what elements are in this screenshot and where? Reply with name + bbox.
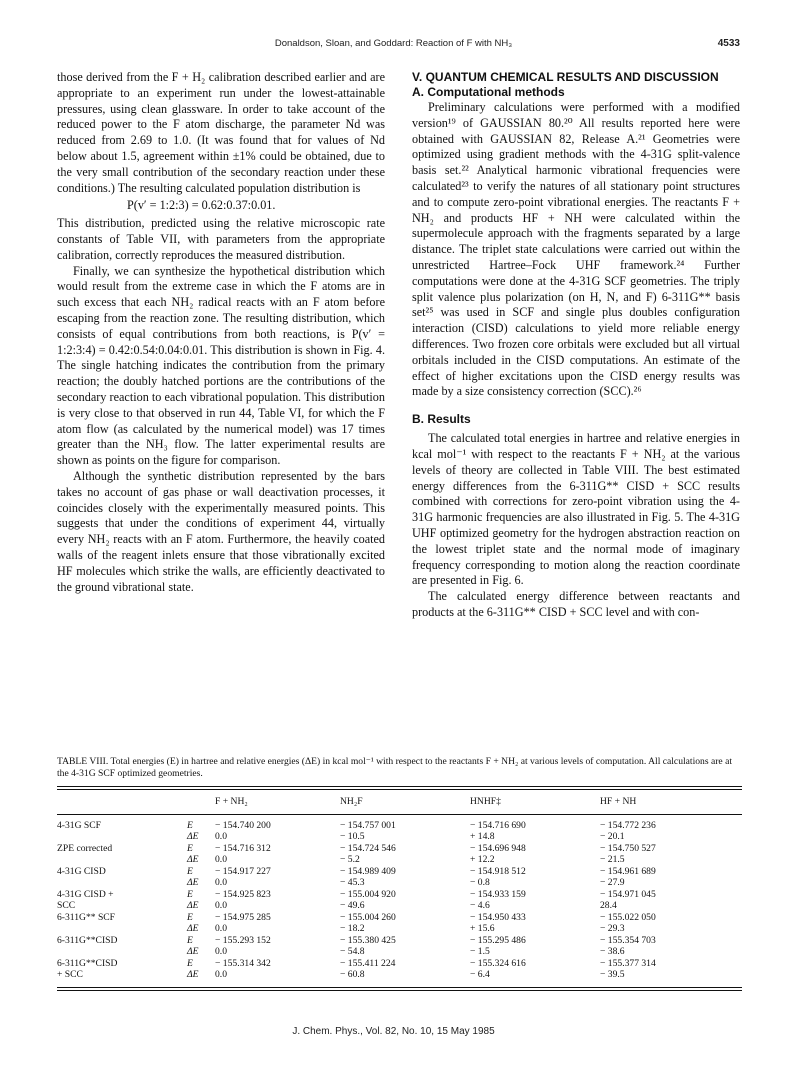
table-cell: 4-31G CISD + bbox=[57, 888, 114, 900]
table-cell: − 29.3 bbox=[600, 923, 625, 934]
table-row bbox=[57, 912, 742, 924]
table-cell: − 54.8 bbox=[340, 946, 365, 957]
table-row bbox=[57, 900, 742, 912]
table-cell bbox=[57, 877, 187, 889]
table-cell: ΔE bbox=[187, 946, 199, 957]
table-cell: 28.4 bbox=[600, 900, 617, 911]
table-cell: E bbox=[187, 865, 193, 877]
table-cell: E bbox=[187, 911, 193, 923]
table-header-rule bbox=[57, 814, 742, 815]
running-title: Donaldson, Sloan, and Goddard: Reaction of F with NH₃ bbox=[274, 38, 513, 49]
table-cell: 0.0 bbox=[215, 946, 227, 957]
table-cell: + 12.2 bbox=[470, 854, 495, 865]
table-viii bbox=[57, 786, 742, 991]
table-cell: 0.0 bbox=[215, 831, 227, 842]
left-paragraph-3: Finally, we can synthesize the hypothetical distribution which would result from the extreme case in which the F atoms are in such excess that each NH₂ radical reacts with an F atom before escaping from the reaction zone. The resulting distribution, which consists of equal contributions from both reactions, is P(v′ = 1:2:3:4) = 0.42:0.54:0.04:0.01. This distribution is shown in Fig. 4. The single hatching indicates the contribution from the primary reaction; the doubly hatched portions are the contributions of the secondary reaction to each vibrational population. This distribution is very close to that observed in run 44, Table VI, for which the F atom flow (as calculated by the numerical model) was 17 times greater than the NH₃ flow. The latter experimental results are shown as points on the figure for comparison. bbox=[57, 263, 385, 468]
table-bottom-rule bbox=[57, 987, 742, 991]
table-cell: E bbox=[187, 934, 193, 946]
table-cell: 6-311G**CISD bbox=[57, 957, 118, 969]
table-cell: 6-311G**CISD bbox=[57, 934, 118, 946]
column-header: NH₂F bbox=[340, 796, 363, 807]
table-cell: 0.0 bbox=[215, 923, 227, 934]
table-cell: − 154.918 512 bbox=[470, 865, 526, 877]
table-cell: − 154.917 227 bbox=[215, 865, 271, 877]
subsection-computational-methods: A. Computational methods bbox=[412, 85, 565, 99]
table-cell: − 10.5 bbox=[340, 831, 365, 842]
table-cell bbox=[57, 946, 187, 958]
table-cell: ΔE bbox=[187, 969, 199, 980]
table-cell bbox=[57, 923, 187, 935]
column-header: F + NH₂ bbox=[215, 796, 248, 807]
page-footer: J. Chem. Phys., Vol. 82, No. 10, 15 May 1985 bbox=[292, 1026, 495, 1037]
table-row bbox=[57, 854, 742, 866]
table-cell: − 5.2 bbox=[340, 854, 360, 865]
right-paragraph-results-2: The calculated energy difference between reactants and products at the 6-311G** CISD + SCC level and with con- bbox=[412, 589, 740, 619]
table-cell: − 155.354 703 bbox=[600, 934, 656, 946]
table-cell: + SCC bbox=[57, 969, 83, 980]
table-cell: − 155.314 342 bbox=[215, 957, 271, 969]
table-row bbox=[57, 877, 742, 889]
table-cell: − 154.757 001 bbox=[340, 819, 396, 831]
table-cell: 0.0 bbox=[215, 854, 227, 865]
table-cell: − 154.961 689 bbox=[600, 865, 656, 877]
table-header-row bbox=[57, 790, 742, 814]
table-cell: − 4.6 bbox=[470, 900, 490, 911]
page-number: 4533 bbox=[717, 38, 740, 49]
table-cell: − 155.004 260 bbox=[340, 911, 396, 923]
table-cell: − 154.925 823 bbox=[215, 888, 271, 900]
table-cell: 4-31G CISD bbox=[57, 865, 106, 877]
table-cell: − 154.989 409 bbox=[340, 865, 396, 877]
column-header bbox=[187, 790, 215, 814]
table-row bbox=[57, 831, 742, 843]
table-cell: + 15.6 bbox=[470, 923, 495, 934]
table-cell: − 27.9 bbox=[600, 877, 625, 888]
table-cell: − 154.971 045 bbox=[600, 888, 656, 900]
table-row bbox=[57, 866, 742, 878]
table-cell: 0.0 bbox=[215, 877, 227, 888]
column-header: HNHF‡ bbox=[470, 796, 501, 807]
table-cell: − 21.5 bbox=[600, 854, 625, 865]
table-cell: ZPE corrected bbox=[57, 842, 113, 854]
table-cell: 0.0 bbox=[215, 969, 227, 980]
table-row bbox=[57, 923, 742, 935]
table-cell: − 0.8 bbox=[470, 877, 490, 888]
table-cell: − 20.1 bbox=[600, 831, 625, 842]
table-cell: − 154.740 200 bbox=[215, 819, 271, 831]
table-cell bbox=[57, 831, 187, 843]
table-cell: − 155.295 486 bbox=[470, 934, 526, 946]
table-cell: − 60.8 bbox=[340, 969, 365, 980]
table-cell: − 155.324 616 bbox=[470, 957, 526, 969]
table-cell: + 14.8 bbox=[470, 831, 495, 842]
table-cell: − 154.716 312 bbox=[215, 842, 271, 854]
table-cell: − 154.696 948 bbox=[470, 842, 526, 854]
table-row bbox=[57, 969, 742, 981]
table-cell: SCC bbox=[57, 900, 76, 911]
table-cell: − 154.724 546 bbox=[340, 842, 396, 854]
table-caption: TABLE VIII. Total energies (E) in hartree and relative energies (ΔE) in kcal mol⁻¹ with respect to the reactants F + NH₂ at various levels of computation. All calculations are at the 4-31G SCF optimized geometries. bbox=[57, 756, 733, 779]
table-row bbox=[57, 958, 742, 970]
section-title: V. QUANTUM CHEMICAL RESULTS AND DISCUSSION bbox=[412, 70, 719, 84]
table-cell: 0.0 bbox=[215, 900, 227, 911]
left-column bbox=[57, 70, 385, 595]
table-cell: − 155.377 314 bbox=[600, 957, 656, 969]
column-header: HF + NH bbox=[600, 796, 637, 807]
table-cell: E bbox=[187, 888, 193, 900]
table-cell: − 18.2 bbox=[340, 923, 365, 934]
table-cell: − 155.022 050 bbox=[600, 911, 656, 923]
table-cell: − 39.5 bbox=[600, 969, 625, 980]
table-cell: − 1.5 bbox=[470, 946, 490, 957]
table-row bbox=[57, 889, 742, 901]
table-cell: − 154.772 236 bbox=[600, 819, 656, 831]
table-cell: − 155.004 920 bbox=[340, 888, 396, 900]
subsection-results: B. Results bbox=[412, 412, 471, 427]
table-cell: − 154.950 433 bbox=[470, 911, 526, 923]
right-paragraph-methods: Preliminary calculations were performed with a modified version¹⁹ of GAUSSIAN 80.²⁰ All results reported here were obtained with GAUSSIAN 82, Release A.²¹ Geometries were optimized using gradient methods with the 4-31G split-valence basis set.²² Analytical harmonic vibrational frequencies were calculated²³ to verify the natures of all stationary point structures and to compute zero-point vibrational energies. The reactants F + NH₂ and products HF + NH were calculated within the supermolecule approach with the fragments separated by a large distance. The triplet state calculations were carried out within the unrestricted Hartree–Fock UHF framework.²⁴ Further computations were done at the 4-31G SCF geometries. The triply split valence plus polarization (on H, N, and F) 6-311G** basis set²⁵ was used in SCF and single plus doubles configuration interaction (CISD) calculations to yield more reliable energy differences. Two frozen core orbitals were excluded but all virtual orbitals included in the CISD computations. An estimate of the effect of higher excitations upon the CISD energy results was made by a size consistency correction (SCC).²⁶ bbox=[412, 100, 740, 399]
table-cell: ΔE bbox=[187, 854, 199, 865]
table-cell: 4-31G SCF bbox=[57, 819, 101, 831]
table-cell: − 38.6 bbox=[600, 946, 625, 957]
table-cell: − 154.975 285 bbox=[215, 911, 271, 923]
right-paragraph-results-1: The calculated total energies in hartree and relative energies in kcal mol⁻¹ with respect to the reactants F + NH₂ at the various levels of theory are collected in Table VIII. The best estimated energy differences from the 6-311G** CISD + SCC results combined with corrections for zero-point vibration using the 4-31G harmonic frequencies are also illustrated in Fig. 5. The 4-31G UHF optimized geometry for the hydrogen abstraction reaction on the lowest triplet state and the normal mode of imaginary frequency corresponding to motion along the reaction coordinate are presented in Fig. 6. bbox=[412, 431, 740, 588]
table-cell: ΔE bbox=[187, 900, 199, 911]
table-cell: − 6.4 bbox=[470, 969, 490, 980]
table-cell: − 155.380 425 bbox=[340, 934, 396, 946]
table-cell: − 154.716 690 bbox=[470, 819, 526, 831]
table-cell: E bbox=[187, 842, 193, 854]
table-cell: ΔE bbox=[187, 923, 199, 934]
table-cell: − 49.6 bbox=[340, 900, 365, 911]
energy-table bbox=[57, 790, 742, 981]
table-cell: E bbox=[187, 819, 193, 831]
table-row bbox=[57, 820, 742, 832]
table-cell: − 45.3 bbox=[340, 877, 365, 888]
table-row bbox=[57, 946, 742, 958]
table-cell: − 155.293 152 bbox=[215, 934, 271, 946]
table-cell: E bbox=[187, 957, 193, 969]
table-cell: − 154.933 159 bbox=[470, 888, 526, 900]
left-paragraph-2: This distribution, predicted using the relative microscopic rate constants of Table VII, with parameters from the appropriate calibration, correctly reproduces the measured distribution. bbox=[57, 216, 385, 262]
left-paragraph-1: those derived from the F + H₂ calibration described earlier and are appropriate to an experiment run under the lowest-attainable pressures, using clean glassware. In order to take account of the reduced power to the F atom discharge, the parameter Nd was reduced from 2.69 to 1.0. (It was found that for values of Nd below about 1.5, agreement within ±1% could be obtained, due to the very small contribution of the secondary reaction under these conditions.) The resulting calculated population distribution is bbox=[57, 70, 385, 195]
table-cell bbox=[57, 854, 187, 866]
table-cell: 6-311G** SCF bbox=[57, 911, 116, 923]
right-column bbox=[412, 70, 740, 621]
table-cell: ΔE bbox=[187, 877, 199, 888]
table-cell: ΔE bbox=[187, 831, 199, 842]
table-row bbox=[57, 935, 742, 947]
table-cell: − 154.750 527 bbox=[600, 842, 656, 854]
table-cell: − 155.411 224 bbox=[340, 957, 396, 969]
left-paragraph-4: Although the synthetic distribution represented by the bars takes no account of gas phase or wall deactivation processes, it coincides closely with the experimentally measured points. This suggests that under the conditions of experiment 44, virtually every NH₂ reacts with an F atom. Furthermore, the heavily coated walls of the reagent inlets ensure that those vibrationally excited HF molecules which strike the walls, are efficiently deactivated to the ground vibrational state. bbox=[57, 468, 385, 594]
column-header bbox=[57, 790, 187, 814]
equation-1: P(v′ = 1:2:3) = 0.62:0.37:0.01. bbox=[127, 198, 276, 213]
table-row bbox=[57, 843, 742, 855]
